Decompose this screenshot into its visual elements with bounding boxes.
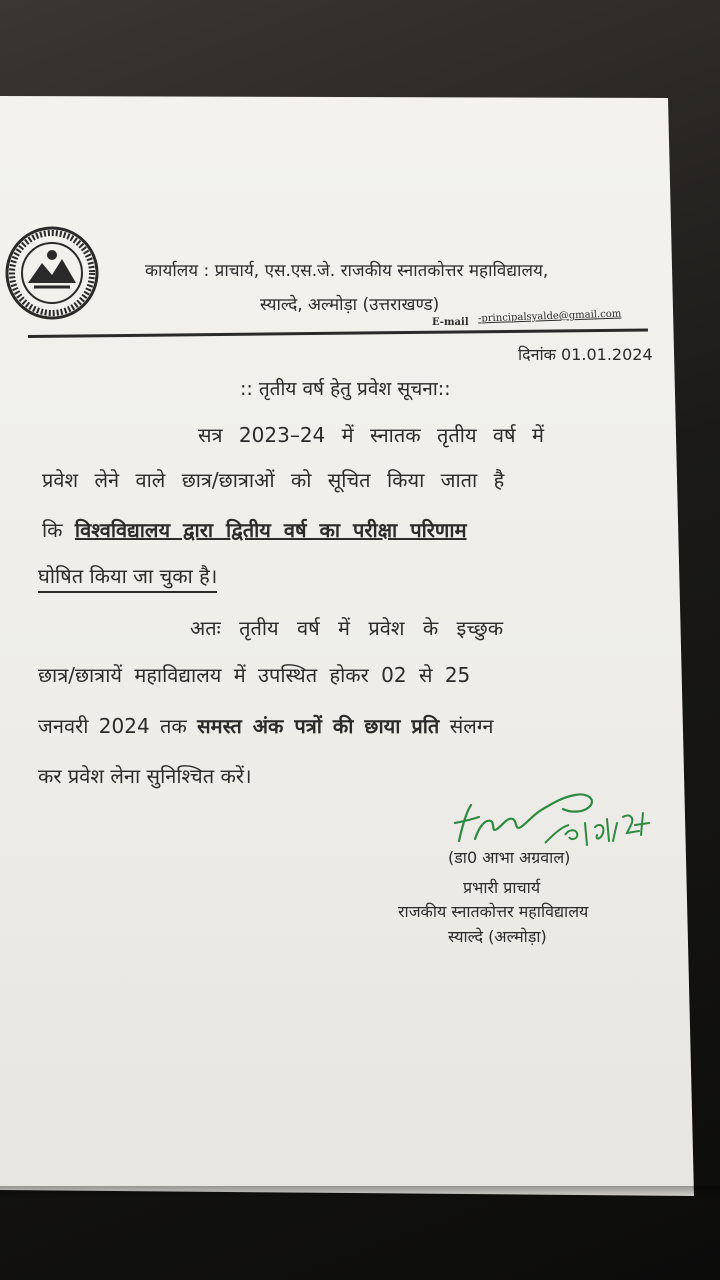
body-line-6: छात्र/छात्रायें महाविद्यालय में उपस्थित होकर 02 से 25 bbox=[38, 663, 471, 687]
body-line-1: सत्र 2023–24 में स्नातक तृतीय वर्ष में bbox=[198, 423, 544, 447]
office-place-line: स्याल्दे, अल्मोड़ा (उत्तराखण्ड) bbox=[260, 295, 440, 315]
body-line-3-prefix: कि bbox=[42, 518, 63, 542]
body-line-7-suffix: संलग्न bbox=[449, 714, 494, 738]
result-declared-highlight: विश्वविद्यालय द्वारा द्वितीय वर्ष का परीक्षा परिणाम bbox=[74, 518, 467, 542]
body-line-3 bbox=[42, 516, 467, 543]
paper-shadow bbox=[0, 1186, 720, 1200]
body-line-2: प्रवेश लेने वाले छात्र/छात्राओं को सूचित किया जाता है bbox=[42, 468, 505, 492]
signatory-designation: प्रभारी प्राचार्य bbox=[463, 878, 541, 897]
notice-heading: :: तृतीय वर्ष हेतु प्रवेश सूचना:: bbox=[240, 378, 451, 400]
body-line-7 bbox=[38, 712, 494, 739]
signatory-location: स्याल्दे (अल्मोड़ा) bbox=[448, 927, 547, 946]
notice-date: दिनांक 01.01.2024 bbox=[518, 345, 653, 364]
marksheet-copy-emphasis: समस्त अंक पत्रों की छाया प्रति bbox=[197, 714, 440, 738]
email-address: -principalsyalde@gmail.com bbox=[477, 308, 622, 325]
email-label: E-mail bbox=[432, 317, 469, 328]
office-address-line: कार्यालय : प्राचार्य, एस.एस.जे. राजकीय स्नातकोत्तर महाविद्यालय, bbox=[145, 261, 549, 281]
body-line-5: अतः तृतीय वर्ष में प्रवेश के इच्छुक bbox=[190, 616, 504, 640]
handwritten-signature bbox=[445, 783, 655, 853]
college-seal-icon bbox=[4, 225, 100, 321]
signatory-name: (डा0 आभा अग्रवाल) bbox=[448, 848, 571, 867]
body-line-4: घोषित किया जा चुका है। bbox=[38, 562, 217, 593]
body-line-8: कर प्रवेश लेना सुनिश्चित करें। bbox=[38, 764, 252, 788]
signatory-institution: राजकीय स्नातकोत्तर महाविद्यालय bbox=[398, 902, 589, 921]
body-line-7-prefix: जनवरी 2024 तक bbox=[38, 714, 187, 738]
